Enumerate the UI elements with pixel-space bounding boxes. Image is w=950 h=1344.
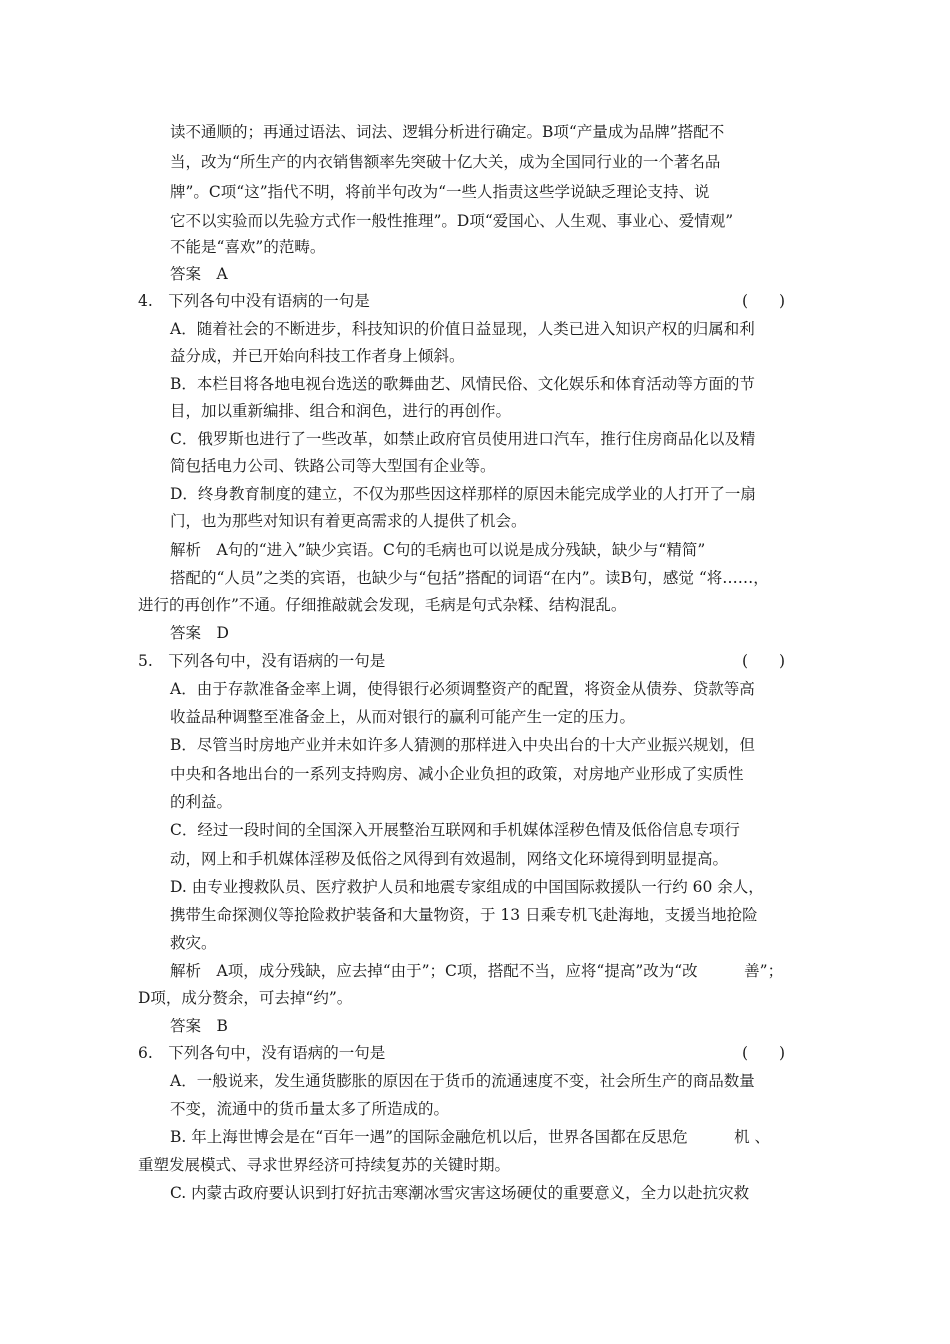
analysis-line: 不能是“喜欢”的范畴。 [170, 238, 326, 256]
analysis-line: 搭配的“人员”之类的宾语，也缺少与“包括”搭配的词语“在内”。读B句，感觉 “将……， [170, 569, 769, 587]
question-stem: 4. 下列各句中没有语病的一句是 [138, 292, 370, 310]
answer-blank: ( ) [742, 1044, 786, 1062]
answer-line: 答案 D [170, 624, 229, 642]
option-line: 的利益。 [170, 793, 233, 811]
option-line: 门，也为那些对知识有着更高需求的人提供了机会。 [170, 512, 527, 530]
analysis-line: 它不以实验而以先验方式作一般性推理”。D项“爱国心、人生观、事业心、爱情观” [170, 212, 734, 230]
option-line: 目，加以重新编排、组合和润色，进行的再创作。 [170, 402, 512, 420]
analysis-line: D项，成分赘余，可去掉“约”。 [138, 989, 353, 1007]
analysis-line: 进行的再创作”不通。仔细推敲就会发现，毛病是句式杂糅、结构混乱。 [138, 596, 627, 614]
analysis-line: 解析 A项，成分残缺，应去掉“由于”；C项，搭配不当，应将“提高”改为“改 善”； [170, 962, 784, 980]
option-line: 携带生命探测仪等抢险救护装备和大量物资，于 13 日乘专机飞赴海地，支援当地抢险 [170, 906, 758, 924]
answer-blank: ( ) [742, 292, 786, 310]
answer-line: 答案 A [170, 265, 228, 283]
answer-blank: ( ) [742, 652, 786, 670]
option-line: 不变，流通中的货币量太多了所造成的。 [170, 1100, 450, 1118]
option-line: 重塑发展模式、寻求世界经济可持续复苏的关键时期。 [138, 1156, 511, 1174]
option-line: C．俄罗斯也进行了一些改革，如禁止政府官员使用进口汽车，推行住房商品化以及精 [170, 430, 756, 448]
option-line: C. 内蒙古政府要认识到打好抗击寒潮冰雪灾害这场硬仗的重要意义，全力以赴抗灾救 [170, 1184, 750, 1202]
question-stem: 6. 下列各句中，没有语病的一句是 [138, 1044, 386, 1062]
option-line: B．尽管当时房地产业并未如许多人猜测的那样进入中央出台的十大产业振兴规划，但 [170, 736, 755, 754]
option-line: 中央和各地出台的一系列支持购房、减小企业负担的政策，对房地产业形成了实质性 [170, 765, 744, 783]
option-line: A．一般说来，发生通货膨胀的原因在于货币的流通速度不变，社会所生产的商品数量 [170, 1072, 755, 1090]
option-line: B．本栏目将各地电视台选送的歌舞曲艺、风情民俗、文化娱乐和体育活动等方面的节 [170, 375, 755, 393]
analysis-line: 读不通顺的；再通过语法、词法、逻辑分析进行确定。B项“产量成为品牌”搭配不 [170, 123, 725, 141]
option-line: D．终身教育制度的建立，不仅为那些因这样那样的原因未能完成学业的人打开了一扇 [170, 485, 756, 503]
option-line: 救灾。 [170, 934, 217, 952]
analysis-line: 当，改为“所生产的内衣销售额率先突破十亿大关，成为全国同行业的一个著名品 [170, 153, 721, 171]
option-line: A．随着社会的不断进步，科技知识的价值日益显现，人类已进入知识产权的归属和利 [170, 320, 755, 338]
option-line: B. 年上海世博会是在“百年一遇”的国际金融危机以后，世界各国都在反思危 机 、 [170, 1128, 771, 1146]
analysis-line: 牌”。C项“这”指代不明，将前半句改为“一些人指责这些学说缺乏理论支持、说 [170, 183, 710, 201]
option-line: 益分成，并已开始向科技工作者身上倾斜。 [170, 347, 465, 365]
option-line: A．由于存款准备金率上调，使得银行必须调整资产的配置，将资金从债券、贷款等高 [170, 680, 755, 698]
option-line: D. 由专业搜救队员、医疗救护人员和地震专家组成的中国国际救援队一行约 60 余人， [170, 878, 764, 896]
question-stem: 5. 下列各句中，没有语病的一句是 [138, 652, 386, 670]
option-line: 动，网上和手机媒体淫秽及低俗之风得到有效遏制，网络文化环境得到明显提高。 [170, 850, 729, 868]
option-line: 简包括电力公司、铁路公司等大型国有企业等。 [170, 457, 496, 475]
option-line: C．经过一段时间的全国深入开展整治互联网和手机媒体淫秽色情及低俗信息专项行 [170, 821, 740, 839]
option-line: 收益品种调整至准备金上，从而对银行的赢利可能产生一定的压力。 [170, 708, 636, 726]
analysis-line: 解析 A句的“进入”缺少宾语。C句的毛病也可以说是成分残缺，缺少与“精简” [170, 541, 706, 559]
answer-line: 答案 B [170, 1017, 228, 1035]
